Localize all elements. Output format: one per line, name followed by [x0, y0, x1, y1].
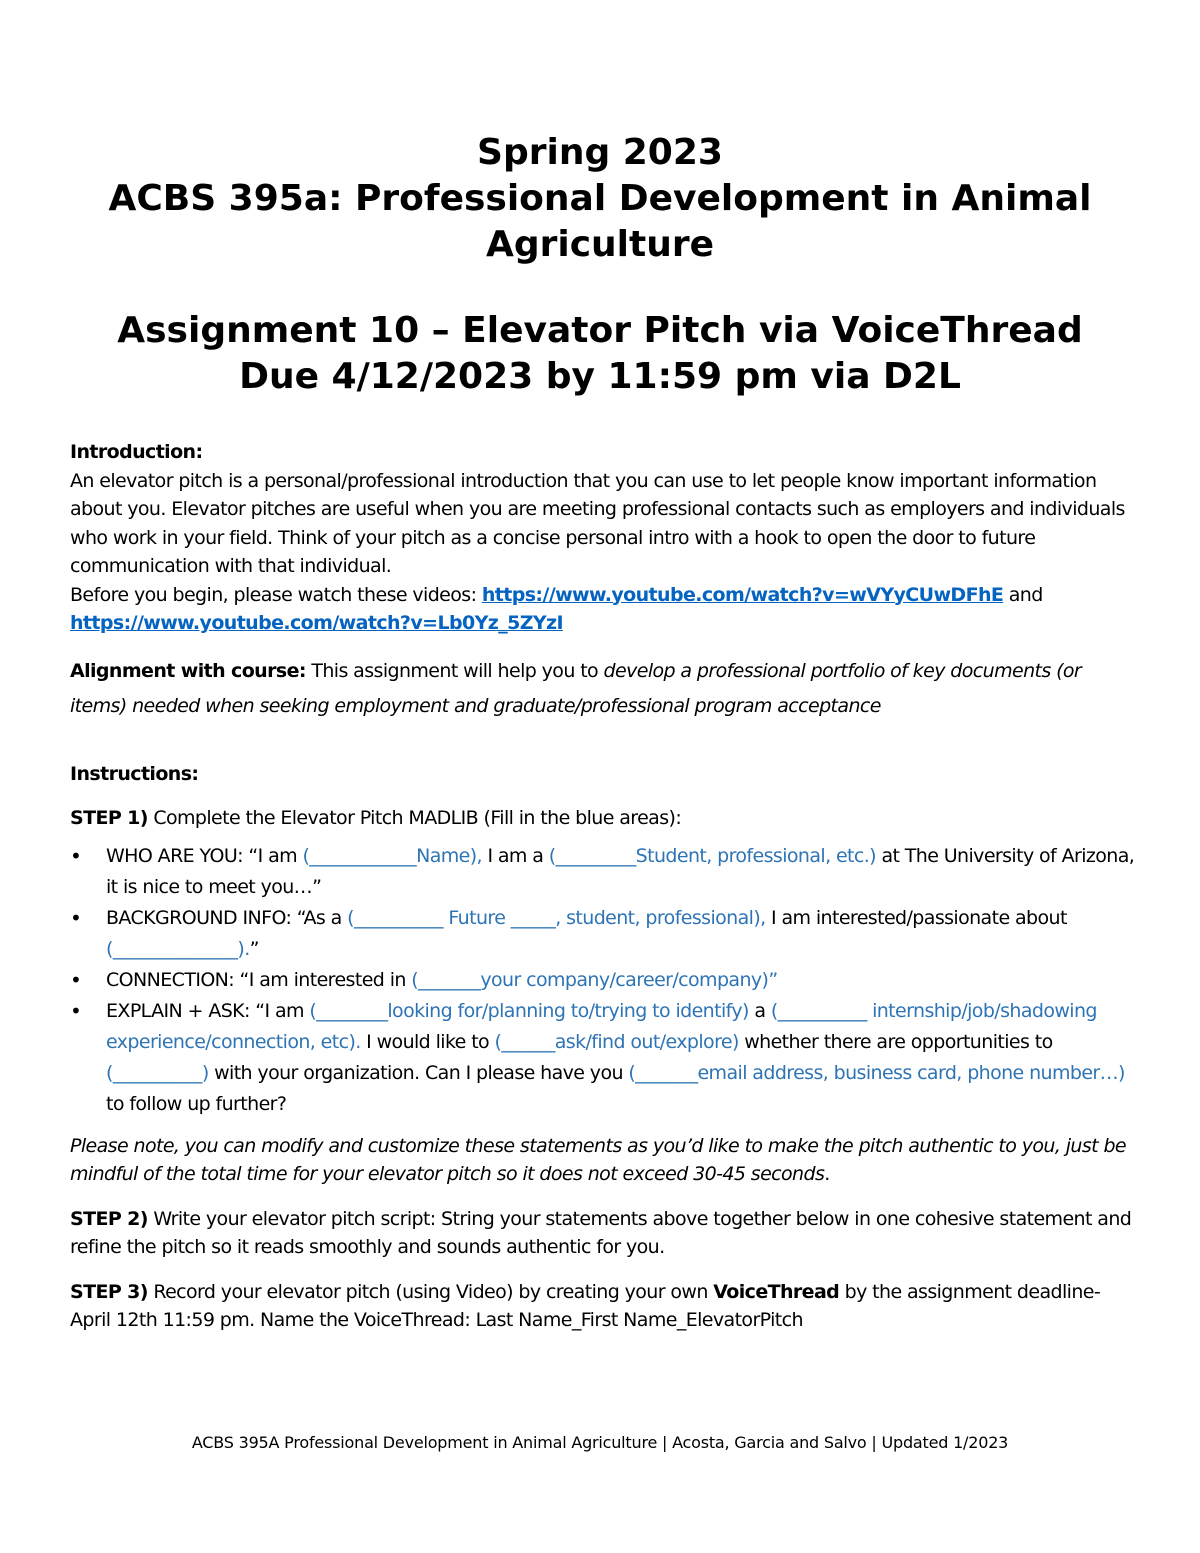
videos-paragraph: [70, 581, 1140, 638]
assignment-title: Assignment 10 – Elevator Pitch via VoiceThread: [117, 310, 1083, 351]
step3-paragraph: STEP 3) Record your elevator pitch (using Video) by creating your own VoiceThread by the assignment deadline- April 12th 11:59 pm. Name the VoiceThread: Last Name_First Name_ElevatorPitch: [70, 1280, 1101, 1331]
introduction-text: An elevator pitch is a personal/professional introduction that you can use to let people know important information about you. Elevator pitches are useful when you are meeting professional contacts such as employers and individuals who work in your field. Think of your pitch as a concise personal intro with a hook to open the door to future communication with that individual.: [70, 469, 1125, 577]
document-body: [70, 438, 1140, 1335]
due-date: Due 4/12/2023 by 11:59 pm via D2L: [239, 356, 961, 397]
step2-paragraph: [70, 1205, 1140, 1262]
step3-label: STEP 3): [70, 1280, 148, 1303]
blank-opportunities: (__________): [106, 1061, 209, 1084]
blank-company: (_______your company/career/company)”: [411, 968, 778, 991]
note-italic: Please note, you can modify and customize these statements as you’d like to make the pitch authentic to you, just be mindful of the total time for your elevator pitch so it does not exceed 30-45 seconds: [70, 1134, 1126, 1185]
course-title-line1: ACBS 395a: Professional Development in Animal: [108, 178, 1092, 219]
bullet-icon: •: [70, 905, 82, 930]
bullet-icon: •: [70, 967, 82, 992]
madlib-item-explain-ask: • EXPLAIN + ASK: “I am (________looking for/planning to/trying to identify) a (__________ internship/job/shadowing experience/connection, etc). I would like to (______ask/find out/explore) whether there are opportunities to (__________) with your organization. Can I please have you (_______email address, business card, phone number…) to follow up further?: [70, 996, 1140, 1120]
madlib-item-background: • BACKGROUND INFO: “As a (__________ Future _____, student, professional), I am interested/passionate about (______________).”: [70, 903, 1140, 965]
blank-passion: (______________).: [106, 937, 250, 960]
note-paragraph: Please note, you can modify and customize these statements as you’d like to make the pitch authentic to you, just be mindful of the total time for your elevator pitch so it does not exceed 30-45 seconds.: [70, 1134, 1126, 1185]
videos-and: and: [1003, 583, 1043, 606]
blank-experience: (__________ internship/job/shadowing experience/connection, etc).: [106, 999, 1097, 1053]
step2-text: Write your elevator pitch script: String your statements above together below in one cohesive statement and refine the pitch so it reads smoothly and sounds authentic for you.: [70, 1207, 1132, 1258]
blank-ask: (______ask/find out/explore): [494, 1030, 739, 1053]
step2-label: STEP 2): [70, 1207, 148, 1230]
blank-name: (____________Name),: [302, 844, 482, 867]
voicethread-bold: VoiceThread: [713, 1280, 840, 1303]
step1-label: STEP 1): [70, 807, 148, 829]
madlib-item-who: • WHO ARE YOU: “I am (____________Name), I am a (_________Student, professional, etc.) at The University of Arizona, it is nice to meet you…”: [70, 841, 1140, 903]
page-footer: ACBS 395A Professional Development in Animal Agriculture | Acosta, Garcia and Salvo | Updated 1/2023: [191, 1433, 1009, 1452]
alignment-paragraph: [70, 654, 1140, 724]
video-link-2[interactable]: https://www.youtube.com/watch?v=Lb0Yz_5ZYzI: [70, 612, 563, 634]
video-link-1[interactable]: https://www.youtube.com/watch?v=wVYyCUwDFhE: [481, 583, 1004, 606]
alignment-text: This assignment will help you to: [305, 659, 604, 682]
madlib-list: [70, 841, 1140, 1120]
videos-prefix: Before you begin, please watch these videos:: [70, 583, 482, 606]
term-title: Spring 2023: [477, 132, 723, 173]
alignment-italic: develop a professional portfolio of key documents (or items) needed when seeking employment and graduate/professional program acceptance: [70, 659, 1082, 717]
instructions-heading: Instructions:: [70, 762, 199, 785]
madlib-item-connection: • CONNECTION: “I am interested in (_______your company/career/company)”: [70, 965, 1140, 996]
bullet-icon: •: [70, 843, 82, 868]
step1-paragraph: [70, 804, 1140, 833]
introduction-heading: Introduction:: [70, 441, 203, 463]
step1-text: Complete the Elevator Pitch MADLIB (Fill in the blue areas):: [147, 807, 682, 829]
blank-contact: (_______email address, business card, phone number…): [628, 1061, 1125, 1084]
blank-role: (_________Student, professional, etc.): [548, 844, 876, 867]
alignment-label: Alignment with course:: [70, 659, 306, 682]
document-header: [0, 130, 1200, 400]
blank-future: (__________ Future _____, student, professional),: [347, 906, 766, 929]
blank-looking: (________looking for/planning to/trying to identify): [309, 999, 749, 1022]
course-title-line2: Agriculture: [485, 224, 715, 265]
bullet-icon: •: [70, 998, 82, 1023]
